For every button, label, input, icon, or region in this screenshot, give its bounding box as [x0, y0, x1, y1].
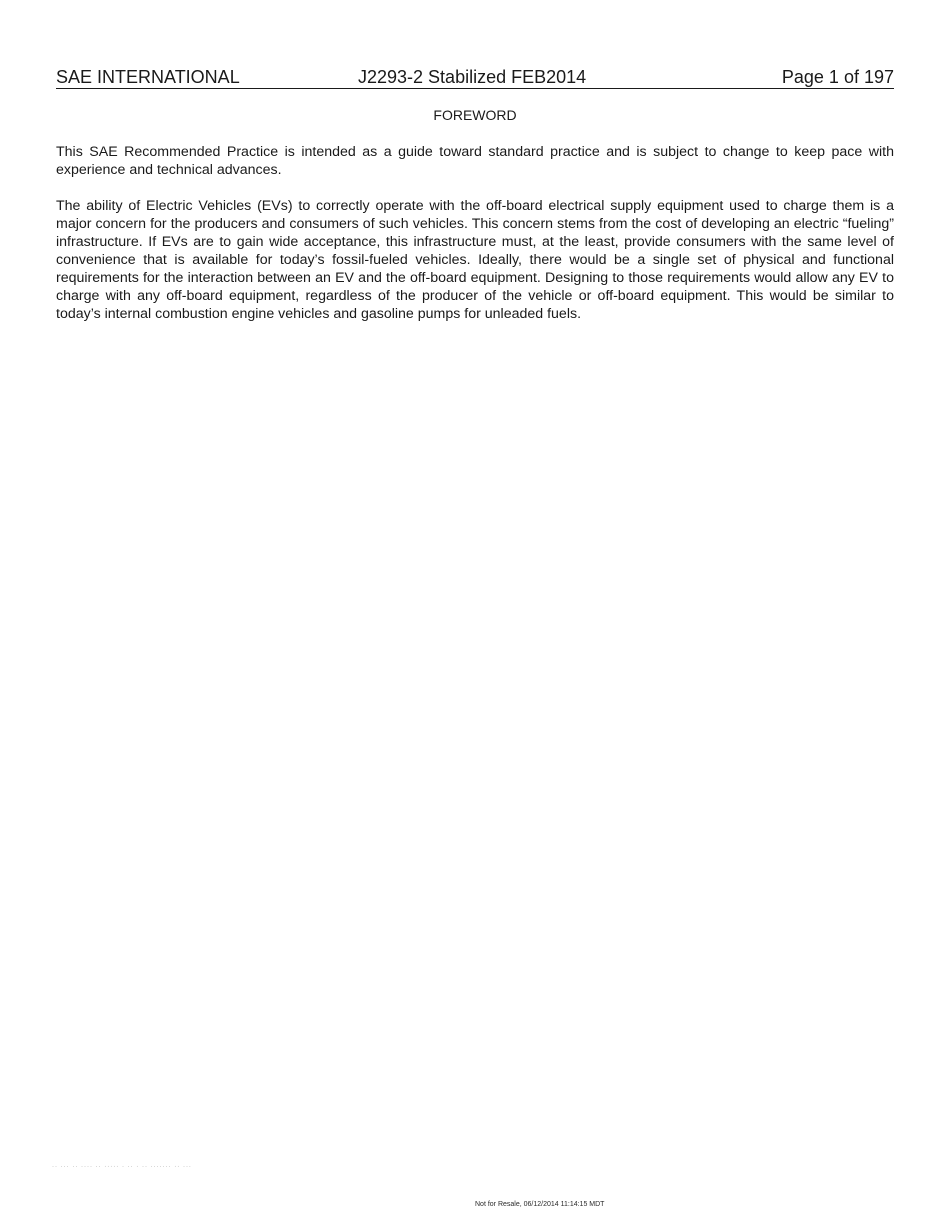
header-page-info: Page 1 of 197 [781, 67, 894, 87]
section-heading: FOREWORD [433, 107, 517, 123]
scan-artifact: ·· ··· ·· ···· ·· ····· · ·· · ·· ······· ·· ··· [52, 1164, 192, 1170]
header-organization: SAE INTERNATIONAL [56, 67, 240, 87]
resale-notice: Not for Resale, 06/12/2014 11:14:15 MDT [475, 1201, 605, 1208]
foreword-paragraph-1: This SAE Recommended Practice is intended as a guide toward standard practice and is subject to change to keep pace with experience and technical advances. [56, 144, 894, 178]
header-document-id: J2293-2 Stabilized FEB2014 [358, 67, 587, 87]
page-header [56, 66, 894, 89]
foreword-paragraph-2: The ability of Electric Vehicles (EVs) to correctly operate with the off-board electrical supply equipment used to charge them is a major concern for the producers and consumers of such vehicles. This concern stems from the cost of developing an electric “fueling” infrastructure. If EVs are to gain wide acceptance, this infrastructure must, at the least, provide consumers with the same level of convenience that is available for today’s fossil-fueled vehicles. Ideally, there would be a single set of physical and functional requirements for the interaction between an EV and the off-board equipment. Designing to those requirements would allow any EV to charge with any off-board equipment, regardless of the producer of the vehicle or off-board equipment. This would be similar to today’s internal combustion engine vehicles and gasoline pumps for unleaded fuels. [56, 198, 894, 322]
